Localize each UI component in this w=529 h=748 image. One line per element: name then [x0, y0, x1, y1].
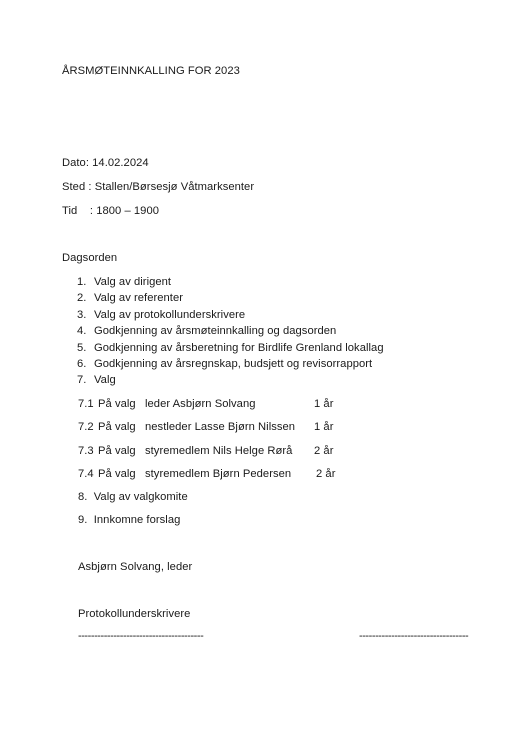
election-number: 7.1 [78, 398, 94, 410]
agenda-item [77, 324, 384, 340]
agenda-item-text: Valg av protokollunderskrivere [94, 308, 246, 321]
election-number: 7.2 [78, 421, 94, 433]
agenda-item-number: 4. [77, 325, 87, 338]
agenda-item-number: 3. [77, 308, 87, 321]
agenda-item [77, 275, 384, 291]
signer-name: Asbjørn Solvang, leder [78, 561, 193, 573]
election-candidate: styremedlem Nils Helge Rørå [145, 445, 293, 457]
agenda-item-number: 2. [77, 292, 87, 305]
election-term: 1 år [314, 398, 334, 410]
election-number: 7.3 [78, 445, 94, 457]
agenda-item-text: Godkjenning av årsberetning for Birdlife Grenland lokallag [94, 341, 384, 354]
agenda-item-text: Valg [94, 374, 116, 387]
agenda-item-number: 1. [77, 276, 87, 288]
agenda-item-8: 8. Valg av valgkomite [78, 491, 188, 503]
election-term: 1 år [314, 421, 334, 433]
meeting-time: Tid : 1800 – 1900 [62, 205, 159, 217]
election-kind: På valg [98, 398, 136, 410]
agenda-item [77, 341, 384, 357]
agenda-item-text: Godkjenning av årsregnskap, budsjett og revisorrapport [94, 357, 373, 370]
election-candidate: leder Asbjørn Solvang [145, 398, 256, 410]
agenda-item [77, 308, 384, 324]
agenda-item [77, 357, 384, 373]
signature-line-right: ---------------------------------- [359, 630, 469, 642]
agenda-item-text: Godkjenning av årsmøteinnkalling og dagsorden [94, 325, 337, 338]
election-kind: På valg [98, 421, 136, 433]
agenda-item [77, 291, 384, 307]
agenda-item-number: 5. [77, 341, 87, 354]
election-candidate: styremedlem Bjørn Pedersen [145, 468, 292, 480]
agenda-item-text: Valg av dirigent [94, 276, 172, 288]
meeting-place: Sted : Stallen/Børsesjø Våtmarksenter [62, 181, 255, 193]
agenda-item-text: Valg av referenter [94, 292, 183, 305]
agenda-item-number: 6. [77, 357, 87, 370]
protocol-signers-label: Protokollunderskrivere [78, 608, 191, 620]
agenda-list [77, 275, 384, 390]
signature-line-left: --------------------------------------- [78, 630, 204, 642]
document-title: ÅRSMØTEINNKALLING FOR 2023 [62, 65, 240, 77]
agenda-item-9: 9. Innkomne forslag [78, 514, 181, 526]
election-kind: På valg [98, 445, 136, 457]
election-number: 7.4 [78, 468, 94, 480]
agenda-heading: Dagsorden [62, 252, 118, 264]
election-term: 2 år [316, 468, 336, 480]
election-term: 2 år [314, 445, 334, 457]
agenda-item-number: 7. [77, 374, 87, 387]
election-candidate: nestleder Lasse Bjørn Nilssen [145, 421, 296, 433]
agenda-item [77, 373, 384, 389]
election-kind: På valg [98, 468, 136, 480]
meeting-date: Dato: 14.02.2024 [62, 157, 149, 169]
